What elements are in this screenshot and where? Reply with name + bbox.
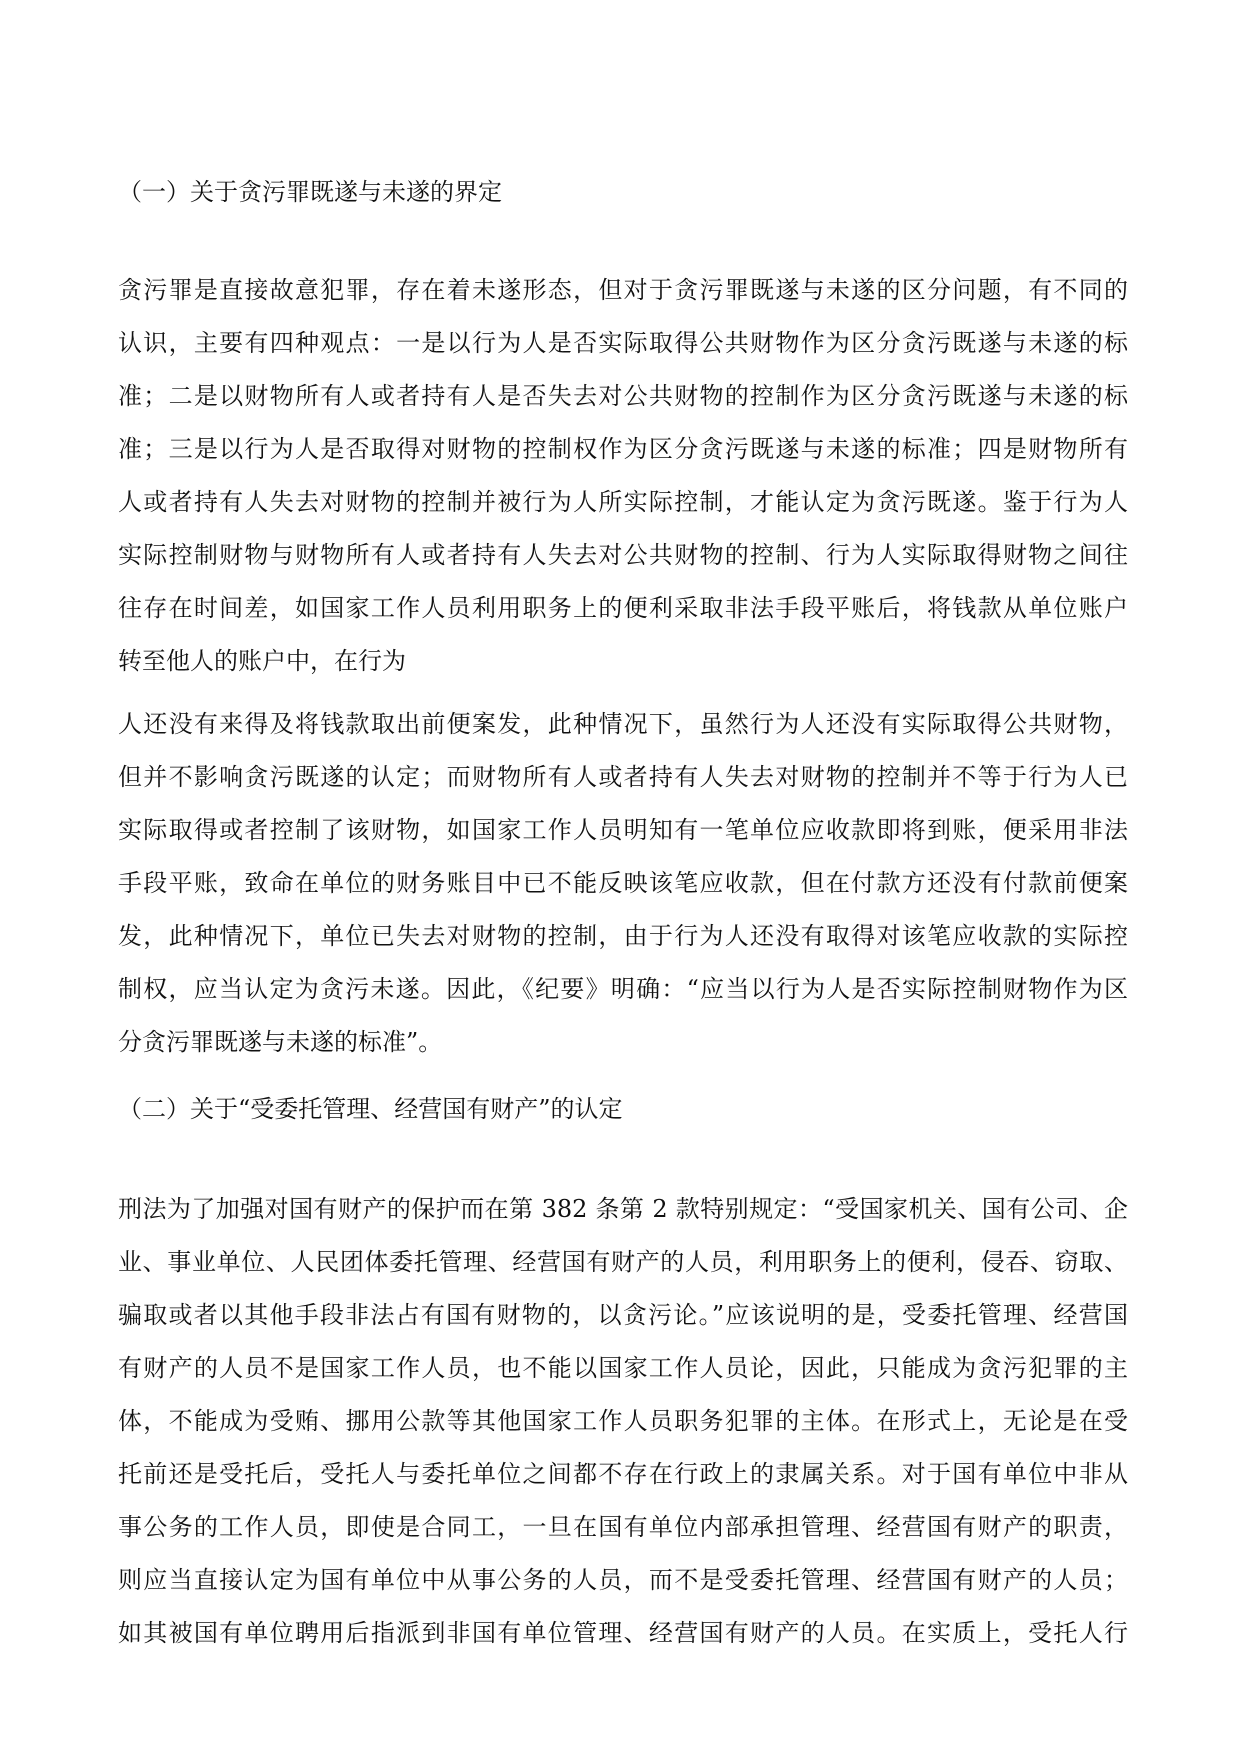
text-line: 往存在时间差，如国家工作人员利用职务上的便利采取非法手段平账后，将钱款从单位账户 (118, 594, 1128, 622)
text-line: 制权，应当认定为贪污未遂。因此，《纪要》明确：“应当以行为人是否实际控制财物作为区 (118, 975, 1128, 1003)
text-line: 刑法为了加强对国有财产的保护而在第 382 条第 2 款特别规定：“受国家机关、国有公司、企 (118, 1195, 1128, 1223)
text-line: 手段平账，致命在单位的财务账目中已不能反映该笔应收款，但在付款方还没有付款前便案 (118, 869, 1128, 897)
section-1-paragraph-1 (118, 264, 1128, 688)
section-heading-1: （一）关于贪污罪既遂与未遂的界定 (118, 178, 502, 206)
text-line: 体，不能成为受贿、挪用公款等其他国家工作人员职务犯罪的主体。在形式上，无论是在受 (118, 1407, 1128, 1435)
text-line: 但并不影响贪污既遂的认定；而财物所有人或者持有人失去对财物的控制并不等于行为人已 (118, 763, 1128, 791)
text-line: 如其被国有单位聘用后指派到非国有单位管理、经营国有财产的人员。在实质上，受托人行 (118, 1619, 1128, 1647)
text-line: 有财产的人员不是国家工作人员，也不能以国家工作人员论，因此，只能成为贪污犯罪的主 (118, 1354, 1128, 1382)
text-line: 则应当直接认定为国有单位中从事公务的人员，而不是受委托管理、经营国有财产的人员； (118, 1566, 1128, 1594)
text-line: 转至他人的账户中，在行为 (118, 647, 406, 675)
text-line: 准；二是以财物所有人或者持有人是否失去对公共财物的控制作为区分贪污既遂与未遂的标 (118, 382, 1128, 410)
text-line: 事公务的工作人员，即使是合同工，一旦在国有单位内部承担管理、经营国有财产的职责， (118, 1513, 1128, 1541)
text-line: 分贪污罪既遂与未遂的标准”。 (118, 1028, 443, 1056)
text-line: 业、事业单位、人民团体委托管理、经营国有财产的人员，利用职务上的便利，侵吞、窃取、 (118, 1248, 1128, 1276)
text-line: 实际控制财物与财物所有人或者持有人失去对公共财物的控制、行为人实际取得财物之间往 (118, 541, 1128, 569)
text-line: 准；三是以行为人是否取得对财物的控制权作为区分贪污既遂与未遂的标准；四是财物所有 (118, 435, 1128, 463)
text-line: 实际取得或者控制了该财物，如国家工作人员明知有一笔单位应收款即将到账，便采用非法 (118, 816, 1128, 844)
text-line: 贪污罪是直接故意犯罪，存在着未遂形态，但对于贪污罪既遂与未遂的区分问题，有不同的 (118, 276, 1128, 304)
text-line: 托前还是受托后，受托人与委托单位之间都不存在行政上的隶属关系。对于国有单位中非从 (118, 1460, 1128, 1488)
text-line: 人或者持有人失去对财物的控制并被行为人所实际控制，才能认定为贪污既遂。鉴于行为人 (118, 488, 1128, 516)
text-line: 人还没有来得及将钱款取出前便案发，此种情况下，虽然行为人还没有实际取得公共财物， (118, 710, 1128, 738)
section-heading-2: （二）关于“受委托管理、经营国有财产”的认定 (118, 1095, 623, 1123)
text-line: 骗取或者以其他手段非法占有国有财物的，以贪污论。”应该说明的是，受委托管理、经营国 (118, 1301, 1128, 1329)
text-line: 认识，主要有四种观点：一是以行为人是否实际取得公共财物作为区分贪污既遂与未遂的标 (118, 329, 1128, 357)
text-line: 发，此种情况下，单位已失去对财物的控制，由于行为人还没有取得对该笔应收款的实际控 (118, 922, 1128, 950)
section-1-paragraph-2 (118, 698, 1128, 1069)
section-2-paragraph-1 (118, 1183, 1128, 1660)
